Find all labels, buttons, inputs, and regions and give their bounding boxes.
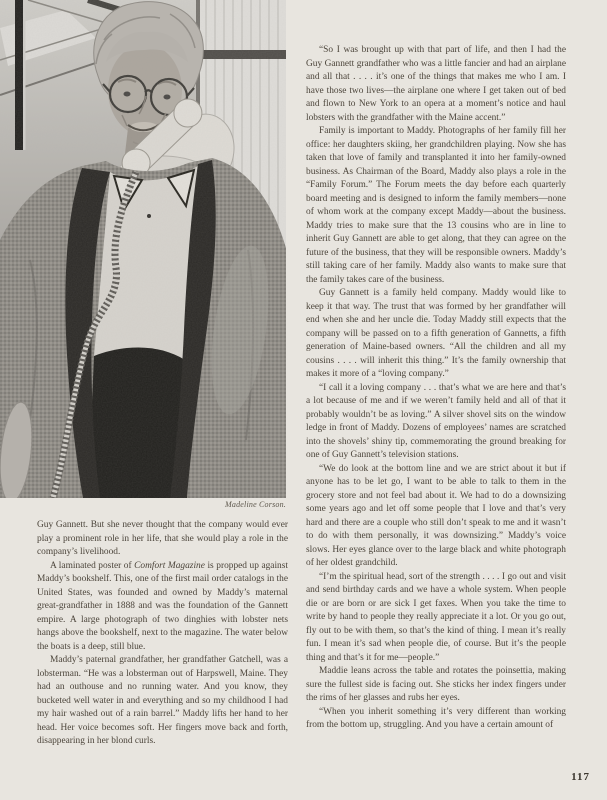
paragraph-text: A laminated poster of — [50, 560, 135, 571]
paragraph-text: is propped up against Maddy’s bookshelf. This, one of the first mail order catalogs in the United States, was founded and owned by Maddy’s maternal great-grandfather in 1888 and was the foundation of the Gannett empire. A large photograph of two dinghies with lobster nets hangs above the bookshelf, next to the magazine. The water below the boats is a deep, still blue. — [37, 560, 288, 652]
paragraph: “I call it a loving company . . . that’s what we are here and that’s a lot because of me and if we weren’t family held and all of that it probably wouldn’t be as loving.” A silver shovel sits on the window ledge in front of Maddy. Dozens of employees’ names are scratched into the shovels’ shiny tip, commemorating the ground breaking for one of Guy Gannett’s television stations. — [306, 382, 566, 460]
right-text-column — [306, 44, 566, 733]
portrait-photo — [0, 0, 286, 498]
paragraph: “When you inherit something it’s very different than working from the bottom up, struggling. And you have a certain amount of — [306, 706, 566, 730]
left-text-column — [37, 519, 288, 749]
paragraph — [37, 560, 288, 655]
paragraph: Maddy’s paternal grandfather, her grandfather Gatchell, was a lobsterman. “He was a lobsterman out of Harpswell, Maine. They had an outhouse and no running water. And you know, they bucketed well water in and everything and so my childhood I had my hair washed out of a rain barrel.” Maddy lifts her hand to her head. Her voice becomes soft. Her fingers move back and forth, disappearing in her blond curls. — [37, 655, 288, 746]
paragraph: Guy Gannett. But she never thought that the company would ever play a prominent role in her life, that she would play a role in the company’s livelihood. — [37, 520, 288, 557]
paragraph: Guy Gannett is a family held company. Maddy would like to keep it that way. The trust that was formed by her grandfather will end when she and her uncle die. Today Maddy still expects that the company will be passed on to a fifth generation of Gannetts, a fifth generation of Maine-based owners. “All the children and all my cousins . . . . will inherit this thing.” It’s the family ownership that makes it more of a “loving company.” — [306, 288, 566, 379]
paragraph: “So I was brought up with that part of life, and then I had the Guy Gannett grandfather who was a little fancier and had an airplane and all that . . . . it’s one of the things that makes me who I am. I have those two lives—the airplane one where I get taken out of bed and flown to New York to an opera at a moment’s notice and haul lobsters with the grandfather with the Maine accent.” — [306, 45, 566, 123]
photo-caption: Madeline Corson. — [225, 500, 286, 509]
paragraph: “I’m the spiritual head, sort of the strength . . . . I go out and visit and send birthday cards and we have a whole system. When people die or are born or are sick I get faxes. When you take the time to write by hand to people they really appreciate it a lot. Or you go out, fly out to be with them, so that’s the kind of thing. I mean it’s really fun. I mean it’s sad when people die, of course. But it’s the people thing and that’s it for me—people.” — [306, 571, 566, 663]
paragraph: Family is important to Maddy. Photographs of her family fill her office: her daughters skiing, her grandchildren playing. Now she has taken that love of family and transplanted it into her family-owned business. As Chairman of the Board, Maddy also plays a role in the “Family Forum.” The Forum meets the day before each quarterly board meeting and is designed to inform the family members—none of whom work at the company except Maddy—about the business. Maddy tries to make sure that the 13 cousins who are in line to inherit Guy Gannett are able to get along, that they can agree on the future of the business, that they will be responsible owners. Maddy’s still taking care of her family. Maddy also wants to make sure that the family takes care of the business. — [306, 126, 566, 285]
page-number: 117 — [571, 771, 590, 783]
paragraph: “We do look at the bottom line and we are strict about it but if anyone has to be let go, I want to be able to talk to them in the grocery store and not feel bad about it. We had to do a downsizing some years ago and let off some people that I love and that’s very hard and there are a couple who still don’t speak to me and it wasn’t to do with them personally, it was downsizing.” Maddy’s voice slows. Her eyes glance over to the large black and white photograph of her oldest grandchild. — [306, 463, 566, 568]
paragraph: Maddie leans across the table and rotates the poinsettia, making sure the fullest side is facing out. She sticks her index fingers under the rims of her glasses and rubs her eyes. — [306, 666, 566, 703]
magazine-title: Comfort Magazine — [134, 560, 205, 571]
